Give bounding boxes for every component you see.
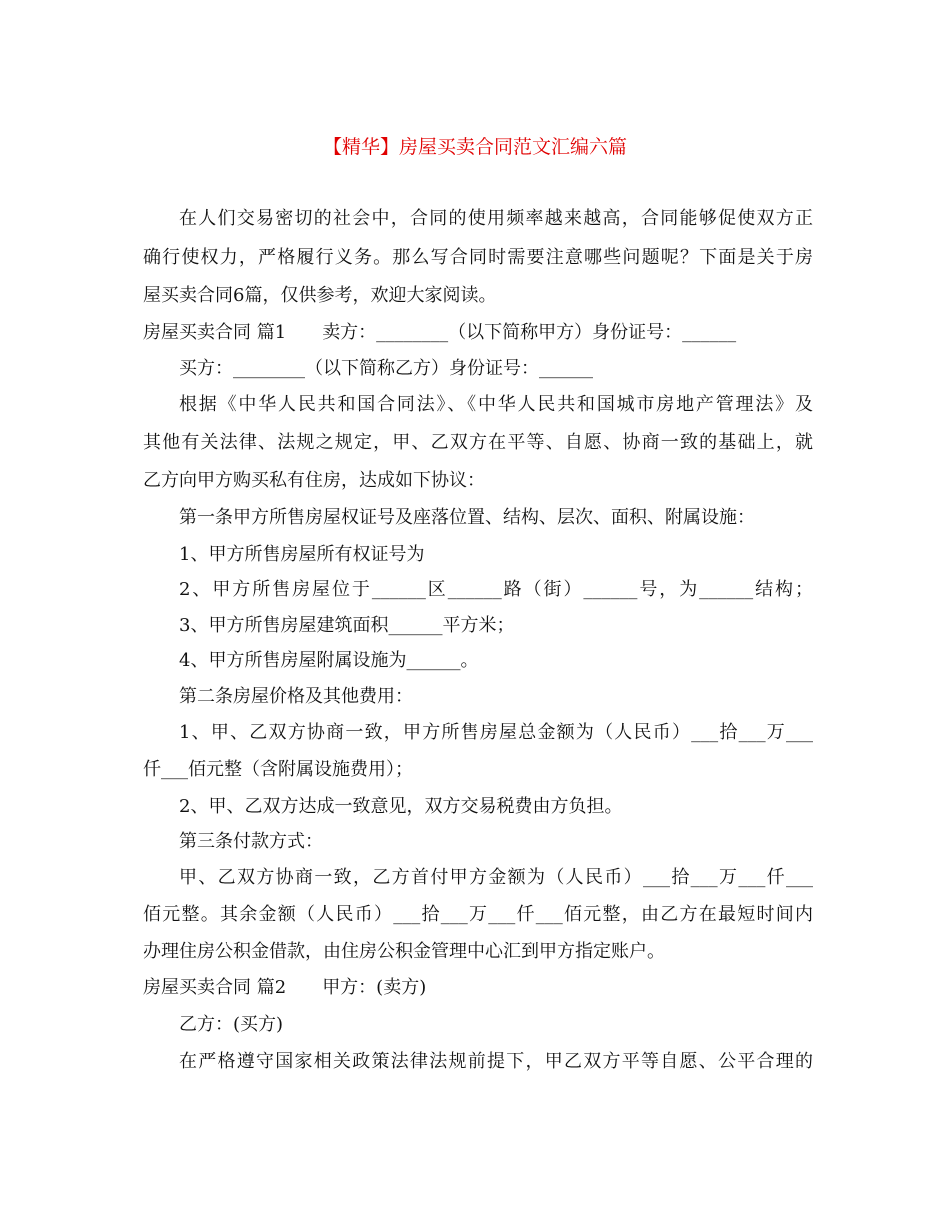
contract-2-preamble-line-1: 在严格遵守国家相关政策法律法规前提下，甲乙双方平等自愿、公平合理的 (179, 1051, 813, 1072)
article-2-item-1-line-2: 仟___佰元整（含附属设施费用）； (143, 759, 413, 780)
article-2-item-2: 2、甲、乙双方达成一致意见，双方交易税费由方负担。 (179, 796, 623, 817)
party-a-line: 甲方：(卖方) (322, 977, 427, 998)
document-title: 【精华】房屋买卖合同范文汇编六篇 (322, 136, 627, 158)
intro-line-3: 屋买卖合同6篇，仅供参考，欢迎大家阅读。 (143, 285, 497, 306)
contract-2-heading-line (143, 976, 813, 1000)
article-3-line-3: 办理住房公积金借款，由住房公积金管理中心汇到甲方指定账户。 (143, 941, 665, 962)
party-b-line: 乙方：(买方) (179, 1014, 284, 1035)
basis-line-2: 其他有关法律、法规之规定，甲、乙双方在平等、自愿、协商一致的基础上，就 (143, 432, 813, 453)
article-3-line-1: 甲、乙双方协商一致，乙方首付甲方金额为（人民币）___拾___万___仟___ (179, 867, 813, 888)
article-1-heading: 第一条甲方所售房屋权证号及座落位置、结构、层次、面积、附属设施： (179, 507, 755, 528)
article-3-heading: 第三条付款方式： (179, 831, 323, 852)
contract-1-heading-line (143, 321, 813, 345)
basis-line-1: 根据《中华人民共和国合同法》、《中华人民共和国城市房地产管理法》及 (179, 394, 813, 415)
article-1-item-1: 1、甲方所售房屋所有权证号为 (179, 544, 425, 565)
article-1-item-3: 3、甲方所售房屋建筑面积______平方米； (179, 615, 515, 636)
intro-line-1: 在人们交易密切的社会中，合同的使用频率越来越高，合同能够促使双方正 (179, 208, 813, 229)
seller-line: 卖方：________（以下简称甲方）身份证号：______ (322, 322, 737, 343)
article-1-item-2: 2、甲方所售房屋位于______区______路（街）______号，为______结构； (179, 579, 813, 600)
intro-line-2: 确行使权力，严格履行义务。那么写合同时需要注意哪些问题呢？下面是关于房 (143, 247, 813, 268)
basis-line-3: 乙方向甲方购买私有住房，达成如下协议： (143, 470, 485, 491)
article-1-item-4: 4、甲方所售房屋附属设施为______。 (179, 650, 479, 671)
article-2-heading: 第二条房屋价格及其他费用： (179, 686, 413, 707)
article-2-item-1-line-1: 1、甲、乙双方协商一致，甲方所售房屋总金额为（人民币）___拾___万___ (179, 722, 813, 743)
contract-1-heading: 房屋买卖合同 篇1 (143, 322, 287, 343)
buyer-line: 买方：________（以下简称乙方）身份证号：______ (179, 358, 593, 379)
article-3-line-2: 佰元整。其余金额（人民币）___拾___万___仟___佰元整，由乙方在最短时间内 (143, 904, 813, 925)
contract-2-heading: 房屋买卖合同 篇2 (143, 977, 287, 998)
